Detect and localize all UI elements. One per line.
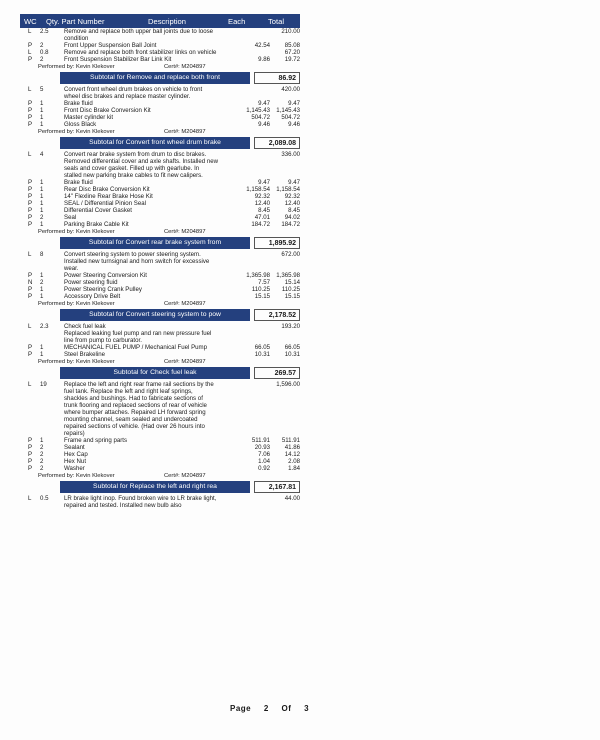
line-total: 9.47 [288,179,300,186]
line-total: 1,596.00 [276,381,300,388]
line-total: 420.00 [281,86,300,93]
line-total: 92.32 [284,193,300,200]
subtotal-amount: 2,167.81 [254,481,300,493]
line-item [20,186,300,193]
line-item [20,100,300,107]
line-code: P [28,465,33,472]
technician-name: Performed by: Kevin Klekover [38,473,115,479]
line-desc: 14" Flexline Rear Brake Hose Kit [64,193,153,200]
line-item [20,451,300,458]
line-each: 1,145.43 [246,107,270,114]
line-item [20,214,300,221]
line-each: 15.15 [254,293,270,300]
technician-name: Performed by: Kevin Klekover [38,229,115,235]
line-desc: Convert steering system to power steering system. Installed new turnsignal and horn switch for excessive wear. [64,251,210,272]
line-desc: Gloss Black [64,121,97,128]
line-code: P [28,451,33,458]
technician-name: Performed by: Kevin Klekover [38,359,115,365]
performed-by [20,63,300,71]
line-total: 14.12 [284,451,300,458]
line-item [20,28,300,42]
work-section [20,28,300,84]
sections [20,28,300,493]
line-desc: Remove and replace both front stabilizer links on vehicle [64,49,217,56]
performed-by [20,472,300,480]
line-code: L [28,49,32,56]
line-qty: 1 [40,437,44,444]
line-code: P [28,221,33,228]
line-item [20,437,300,444]
line-qty: 1 [40,114,44,121]
line-desc: Power steering fluid [64,279,118,286]
work-section [20,381,300,493]
line-desc: Brake fluid [64,100,93,107]
line-qty: 19 [40,381,47,388]
line-each: 12.40 [254,200,270,207]
line-desc: Replaced leaking fuel pump and ran new pressure fuel line from pump to carburator. [64,330,212,344]
line-qty: 2.5 [40,28,49,35]
line-code: P [28,186,33,193]
work-section [20,86,300,149]
line-desc: Power Steering Conversion Kit [64,272,147,279]
line-qty: 2 [40,279,44,286]
line-qty: 2 [40,214,44,221]
line-each: 9.46 [258,121,270,128]
line-each: 1.04 [258,458,270,465]
subtotal-row [20,481,300,493]
line-item [20,151,300,179]
line-item [20,323,300,330]
line-qty: 1 [40,351,44,358]
line-desc: Convert front wheel drum brakes on vehicle to front wheel disc brakes and replace master cylinder. [64,86,203,100]
line-item [20,49,300,56]
line-item [20,86,300,100]
line-total: 504.72 [281,114,300,121]
line-item [20,351,300,358]
line-total: 193.20 [281,323,300,330]
line-code: L [28,323,32,330]
line-total: 1,158.54 [276,186,300,193]
subtotal-row [20,72,300,84]
line-item [20,465,300,472]
line-desc: Seal [64,214,77,221]
line-item [20,121,300,128]
line-qty: 8 [40,251,44,258]
line-qty: 5 [40,86,44,93]
line-qty: 2 [40,465,44,472]
line-code: P [28,107,33,114]
line-code: P [28,42,33,49]
line-desc: Washer [64,465,85,472]
line-desc: Front Disc Brake Conversion Kit [64,107,151,114]
line-total: 210.00 [281,28,300,35]
header-each: Each [228,16,246,26]
line-item [20,444,300,451]
line-item [20,381,300,437]
line-item [20,107,300,114]
line-qty: 0.8 [40,49,49,56]
line-desc: Power Steering Crank Pulley [64,286,142,293]
line-total: 2.08 [288,458,300,465]
line-qty: 1 [40,179,44,186]
line-item [20,251,300,272]
line-total: 44.00 [284,495,300,502]
line-qty: 1 [40,286,44,293]
cert-number: Cert#: M204897 [164,473,206,479]
line-item [20,458,300,465]
subtotal-label: Subtotal for Replace the left and right rea [60,481,250,493]
line-desc: LR brake light inop. Found broken wire to LR brake light, repaired and tested. Installed new bulb also [64,495,217,509]
line-desc: Remove and replace both upper ball joints due to loose condition [64,28,214,42]
line-each: 8.45 [258,207,270,214]
page-number: 2 [263,704,269,713]
line-each: 0.92 [258,465,270,472]
header-description: Description [148,16,186,26]
line-total: 85.08 [284,42,300,49]
line-code: L [28,86,32,93]
line-code: P [28,56,33,63]
page-total: 3 [304,704,310,713]
line-desc: Rear Disc Brake Conversion Kit [64,186,150,193]
line-qty: 4 [40,151,44,158]
line-code: P [28,179,33,186]
trailing-line [20,495,300,509]
line-code: L [28,495,32,502]
line-total: 66.05 [284,344,300,351]
line-qty: 1 [40,121,44,128]
line-desc: Sealant [64,444,85,451]
line-total: 672.00 [281,251,300,258]
work-section [20,323,300,379]
line-code: P [28,293,33,300]
subtotal-label: Subtotal for Remove and replace both front [60,72,250,84]
line-code: P [28,193,33,200]
line-desc: Frame and spring parts [64,437,127,444]
performed-by [20,128,300,136]
line-item [20,42,300,49]
line-total: 9.47 [288,100,300,107]
line-item [20,286,300,293]
page-label: Page [230,704,252,713]
line-each: 504.72 [251,114,270,121]
line-desc: SEAL / Differential Pinion Seal [64,200,146,207]
line-total: 19.72 [284,56,300,63]
subtotal-row [20,137,300,149]
line-desc: Steel Brakeline [64,351,105,358]
line-desc: Front Upper Suspension Ball Joint [64,42,157,49]
line-each: 47.01 [254,214,270,221]
line-each: 42.54 [254,42,270,49]
line-item [20,200,300,207]
line-each: 9.47 [258,179,270,186]
line-qty: 1 [40,100,44,107]
line-code: P [28,437,33,444]
cert-number: Cert#: M204897 [164,129,206,135]
invoice-sheet [20,14,300,509]
line-code: P [28,458,33,465]
line-qty: 2 [40,444,44,451]
line-desc: Accessory Drive Belt [64,293,121,300]
line-total: 1,365.98 [276,272,300,279]
line-qty: 1 [40,186,44,193]
line-total: 15.14 [284,279,300,286]
subtotal-label: Subtotal for Check fuel leak [60,367,250,379]
line-qty: 1 [40,207,44,214]
line-each: 92.32 [254,193,270,200]
cert-number: Cert#: M204897 [164,359,206,365]
line-total: 336.00 [281,151,300,158]
line-code: L [28,151,32,158]
line-total: 10.31 [284,351,300,358]
line-each: 7.57 [258,279,270,286]
line-code: P [28,200,33,207]
line-total: 1.84 [288,465,300,472]
line-total: 1,145.43 [276,107,300,114]
line-item [20,193,300,200]
line-code: N [28,279,33,286]
line-each: 511.91 [251,437,270,444]
line-desc: Brake fluid [64,179,93,186]
line-each: 7.06 [258,451,270,458]
line-total: 8.45 [288,207,300,214]
line-total: 9.46 [288,121,300,128]
subtotal-row [20,237,300,249]
line-qty: 1 [40,344,44,351]
line-code: P [28,351,33,358]
performed-by [20,228,300,236]
subtotal-label: Subtotal for Convert rear brake system from [60,237,250,249]
line-item [20,330,300,344]
line-desc: Convert rear brake system from drum to disc brakes. Removed differential cover and axle shafts. Installed new seals and cover gasket. Filled up with gearlube. In stalled new parking brake cables to fit new calipers. [64,151,219,179]
line-desc: Differential Cover Gasket [64,207,132,214]
subtotal-amount: 86.92 [254,72,300,84]
line-each: 10.31 [254,351,270,358]
line-qty: 2 [40,42,44,49]
line-total: 110.25 [281,286,300,293]
line-code: L [28,251,32,258]
subtotal-amount: 269.57 [254,367,300,379]
line-code: L [28,381,32,388]
line-item [20,279,300,286]
work-section [20,151,300,249]
subtotal-label: Subtotal for Convert front wheel drum brake [60,137,250,149]
cert-number: Cert#: M204897 [164,64,206,70]
technician-name: Performed by: Kevin Klekover [38,129,115,135]
header-wc: WC [24,16,37,26]
line-desc: Replace the left and right rear frame rail sections by the fuel tank. Replace the left and right leaf springs, shackles and bushings. Had to fabricate sections of trunk flooring and replaced sections of rear of vehicle where bumper attaches. Repaired LH forward spring mounting channel, seam sealed and undercoated repaired sections of vehicle. (Had over 26 hours into repairs) [64,381,214,437]
line-code: P [28,286,33,293]
cert-number: Cert#: M204897 [164,301,206,307]
line-each: 20.93 [254,444,270,451]
line-code: P [28,121,33,128]
line-qty: 0.5 [40,495,49,502]
line-item [20,114,300,121]
performed-by [20,300,300,308]
line-each: 9.86 [258,56,270,63]
line-total: 184.72 [281,221,300,228]
line-desc: Check fuel leak [64,323,106,330]
line-item [20,207,300,214]
line-item [20,221,300,228]
page-of: Of [281,704,292,713]
line-item [20,293,300,300]
line-item [20,272,300,279]
header-qty: Qty. Part Number [46,16,105,26]
line-total: 511.91 [281,437,300,444]
cert-number: Cert#: M204897 [164,229,206,235]
line-desc: Master cylinder kit [64,114,114,121]
subtotal-amount: 2,178.52 [254,309,300,321]
page-footer [230,704,319,713]
line-code: P [28,114,33,121]
line-each: 1,365.98 [246,272,270,279]
line-each: 1,158.54 [246,186,270,193]
line-item [20,179,300,186]
subtotal-row [20,367,300,379]
line-each: 110.25 [251,286,270,293]
line-code: P [28,444,33,451]
line-desc: Hex Nut [64,458,87,465]
line-qty: 1 [40,107,44,114]
line-qty: 1 [40,221,44,228]
line-qty: 1 [40,200,44,207]
technician-name: Performed by: Kevin Klekover [38,301,115,307]
line-code: P [28,100,33,107]
table-header [20,14,300,28]
line-total: 15.15 [284,293,300,300]
line-qty: 1 [40,193,44,200]
line-item [20,56,300,63]
performed-by [20,358,300,366]
line-desc: Front Suspension Stabilizer Bar Link Kit [64,56,172,63]
subtotal-amount: 1,895.92 [254,237,300,249]
line-total: 67.20 [284,49,300,56]
line-desc: MECHANICAL FUEL PUMP / Mechanical Fuel Pump [64,344,208,351]
subtotal-row [20,309,300,321]
line-code: L [28,28,32,35]
header-total: Total [268,16,285,26]
line-total: 41.86 [284,444,300,451]
line-code: P [28,344,33,351]
line-total: 94.02 [284,214,300,221]
line-qty: 1 [40,272,44,279]
line-total: 12.40 [284,200,300,207]
line-qty: 2 [40,56,44,63]
subtotal-amount: 2,089.08 [254,137,300,149]
line-code: P [28,207,33,214]
line-qty: 1 [40,293,44,300]
line-each: 66.05 [254,344,270,351]
line-each: 9.47 [258,100,270,107]
line-qty: 2 [40,458,44,465]
line-code: P [28,272,33,279]
line-qty: 2.3 [40,323,49,330]
line-qty: 2 [40,451,44,458]
line-code: P [28,214,33,221]
technician-name: Performed by: Kevin Klekover [38,64,115,70]
subtotal-label: Subtotal for Convert steering system to pow [60,309,250,321]
line-item [20,344,300,351]
line-desc: Parking Brake Cable Kit [64,221,129,228]
work-section [20,251,300,321]
line-each: 184.72 [251,221,270,228]
line-desc: Hex Cap [64,451,88,458]
